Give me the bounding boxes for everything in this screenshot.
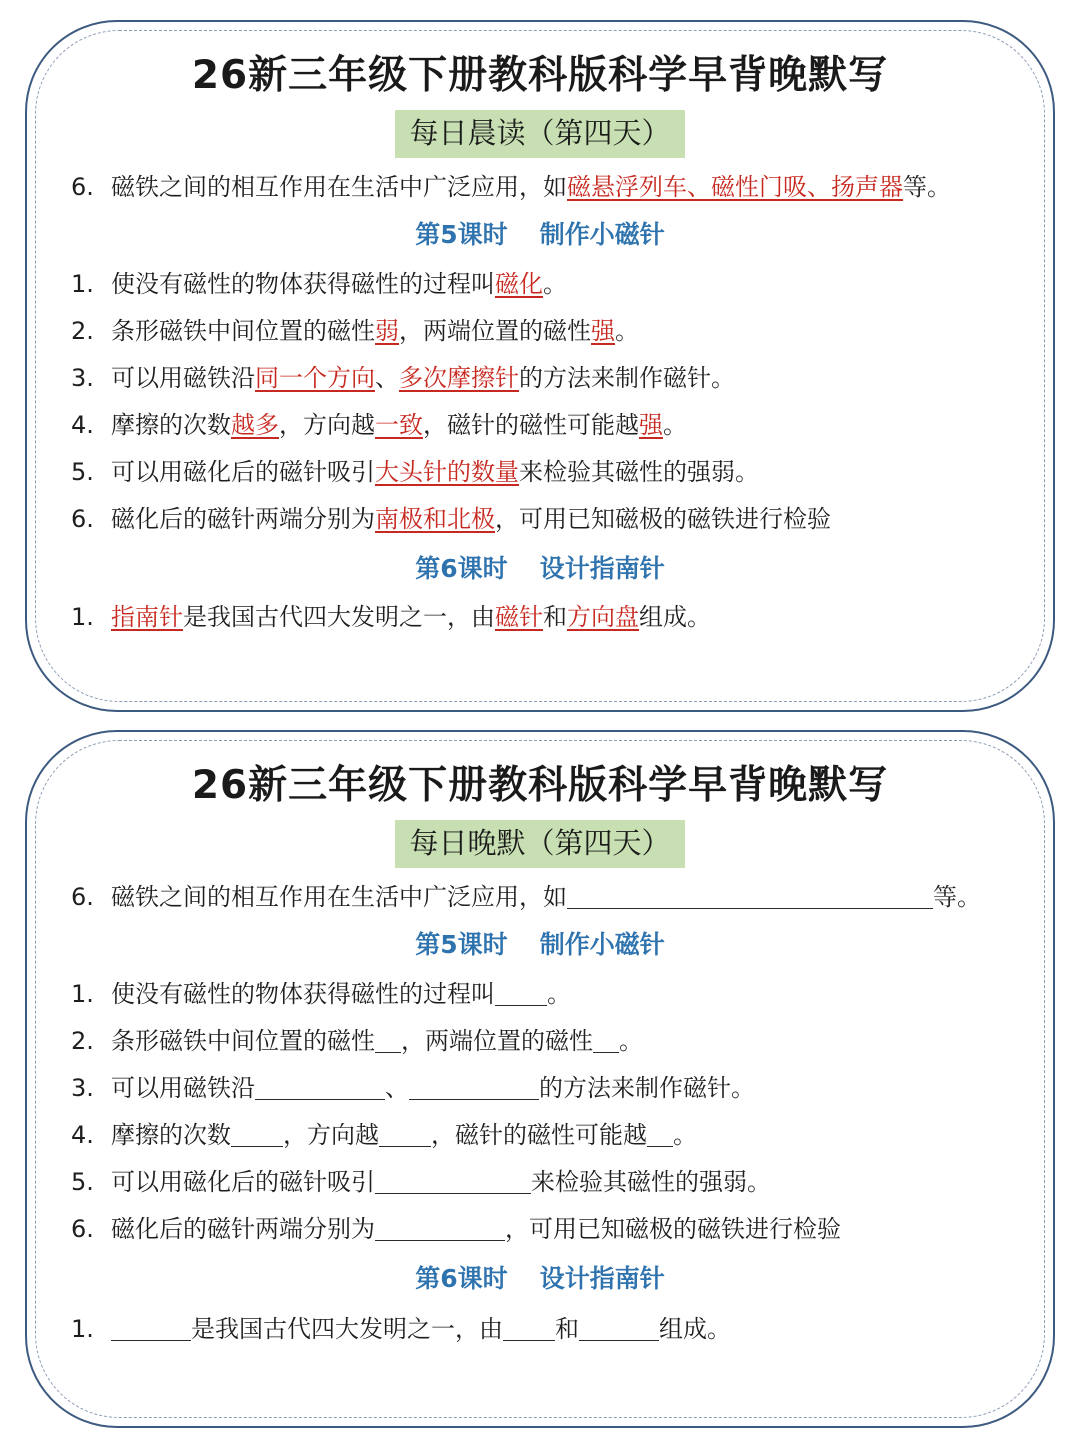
item-text: 组成。 <box>659 1315 731 1343</box>
answer-blank[interactable] <box>503 1314 555 1341</box>
item-number: 2. <box>71 1027 94 1055</box>
answer-text: 多次摩擦针 <box>399 364 519 392</box>
lesson-label: 第5课时 <box>415 930 508 959</box>
lesson5-item-1 <box>71 977 1033 1011</box>
lesson5-item-6 <box>71 1212 1033 1246</box>
item-text: 的方法来制作磁针。 <box>519 364 735 392</box>
item-number: 4. <box>71 411 94 439</box>
item-text: 使没有磁性的物体获得磁性的过程叫 <box>111 270 495 298</box>
lesson-label: 第6课时 <box>415 554 508 583</box>
item-text: 和 <box>555 1315 579 1343</box>
answer-text: 越多 <box>231 411 279 439</box>
card-title: 26新三年级下册教科版科学早背晚默写 <box>191 53 889 98</box>
item-text: 是我国古代四大发明之一，由 <box>191 1315 503 1343</box>
lesson5-item-1 <box>71 267 1033 301</box>
item-text: 组成。 <box>639 603 711 631</box>
item-text: 来检验其磁性的强弱。 <box>531 1168 771 1196</box>
lesson-name: 设计指南针 <box>539 1264 665 1293</box>
item-text: 条形磁铁中间位置的磁性 <box>111 1027 375 1055</box>
lesson5-item-5 <box>71 1165 1033 1199</box>
item-text: 摩擦的次数 <box>111 1121 231 1149</box>
lesson-6-heading <box>27 552 1053 586</box>
lesson5-item-4 <box>71 1118 1033 1152</box>
day-badge: 每日晚默（第四天） <box>395 820 684 868</box>
item-text: 、 <box>375 364 399 392</box>
item-text: 。 <box>619 1027 643 1055</box>
item-text: 和 <box>543 603 567 631</box>
item-text: 。 <box>663 411 687 439</box>
answer-blank[interactable] <box>495 979 547 1006</box>
item-text: 是我国古代四大发明之一，由 <box>183 603 495 631</box>
lesson6-item-1 <box>71 1312 1033 1346</box>
item-text: ，方向越 <box>283 1121 379 1149</box>
item-number: 6. <box>71 1215 94 1243</box>
item-text: ，可用已知磁极的磁铁进行检验 <box>505 1215 841 1243</box>
answer-text: 方向盘 <box>567 603 639 631</box>
item-6 <box>71 880 1033 914</box>
answer-text: 强 <box>591 317 615 345</box>
answer-blank[interactable] <box>567 882 933 909</box>
item-number: 1. <box>71 1315 94 1343</box>
lesson5-item-3 <box>71 361 1033 395</box>
item-6 <box>71 170 1033 204</box>
answer-blank[interactable] <box>375 1214 505 1241</box>
day-badge: 每日晨读（第四天） <box>395 110 684 158</box>
answer-blank[interactable] <box>647 1120 673 1147</box>
lesson-name: 制作小磁针 <box>539 930 665 959</box>
answer-blank[interactable] <box>375 1167 531 1194</box>
answer-blank[interactable] <box>593 1026 619 1053</box>
item-text: 可以用磁化后的磁针吸引 <box>111 458 375 486</box>
lesson5-item-2 <box>71 1024 1033 1058</box>
item-text: ，两端位置的磁性 <box>401 1027 593 1055</box>
item-number: 3. <box>71 364 94 392</box>
item-text: 摩擦的次数 <box>111 411 231 439</box>
morning-reading-card <box>25 20 1055 712</box>
item-text: 使没有磁性的物体获得磁性的过程叫 <box>111 980 495 1008</box>
item-text: ，磁针的磁性可能越 <box>423 411 639 439</box>
item-text: 的方法来制作磁针。 <box>539 1074 755 1102</box>
item-text: 磁铁之间的相互作用在生活中广泛应用，如 <box>111 883 567 911</box>
answer-text: 一致 <box>375 411 423 439</box>
lesson-6-heading <box>27 1262 1053 1296</box>
answer-text: 指南针 <box>111 603 183 631</box>
card-title: 26新三年级下册教科版科学早背晚默写 <box>191 763 889 808</box>
answer-text: 磁悬浮列车、磁性门吸、扬声器 <box>567 173 903 201</box>
item-number: 1. <box>71 603 94 631</box>
item-text: 条形磁铁中间位置的磁性 <box>111 317 375 345</box>
item-text: 。 <box>543 270 567 298</box>
answer-text: 同一个方向 <box>255 364 375 392</box>
item-text: 可以用磁铁沿 <box>111 364 255 392</box>
lesson-5-heading <box>27 928 1053 962</box>
lesson5-item-3 <box>71 1071 1033 1105</box>
item-text: 。 <box>615 317 639 345</box>
item-number: 6. <box>71 883 94 911</box>
item-text: 等。 <box>903 173 951 201</box>
answer-text: 强 <box>639 411 663 439</box>
answer-text: 弱 <box>375 317 399 345</box>
lesson-5-heading <box>27 218 1053 252</box>
item-text: 、 <box>385 1074 409 1102</box>
answer-text: 大头针的数量 <box>375 458 519 486</box>
item-number: 4. <box>71 1121 94 1149</box>
item-text: ，磁针的磁性可能越 <box>431 1121 647 1149</box>
answer-text: 磁针 <box>495 603 543 631</box>
item-number: 1. <box>71 980 94 1008</box>
lesson6-item-1 <box>71 600 1033 634</box>
answer-blank[interactable] <box>255 1073 385 1100</box>
answer-blank[interactable] <box>111 1314 191 1341</box>
item-text: 等。 <box>933 883 981 911</box>
lesson-label: 第5课时 <box>415 220 508 249</box>
lesson-name: 设计指南针 <box>539 554 665 583</box>
item-number: 3. <box>71 1074 94 1102</box>
item-text: 可以用磁化后的磁针吸引 <box>111 1168 375 1196</box>
item-number: 1. <box>71 270 94 298</box>
answer-blank[interactable] <box>409 1073 539 1100</box>
answer-text: 磁化 <box>495 270 543 298</box>
item-text: 磁化后的磁针两端分别为 <box>111 1215 375 1243</box>
answer-text: 南极和北极 <box>375 505 495 533</box>
item-text: 可以用磁铁沿 <box>111 1074 255 1102</box>
item-number: 5. <box>71 458 94 486</box>
answer-blank[interactable] <box>579 1314 659 1341</box>
answer-blank[interactable] <box>231 1120 283 1147</box>
item-text: 来检验其磁性的强弱。 <box>519 458 759 486</box>
evening-dictation-card <box>25 730 1055 1428</box>
item-number: 6. <box>71 505 94 533</box>
item-number: 2. <box>71 317 94 345</box>
item-text: ，方向越 <box>279 411 375 439</box>
answer-blank[interactable] <box>375 1026 401 1053</box>
lesson-name: 制作小磁针 <box>539 220 665 249</box>
item-text: 磁化后的磁针两端分别为 <box>111 505 375 533</box>
lesson-label: 第6课时 <box>415 1264 508 1293</box>
item-text: 。 <box>547 980 571 1008</box>
answer-blank[interactable] <box>379 1120 431 1147</box>
lesson5-item-6 <box>71 502 1033 536</box>
item-number: 5. <box>71 1168 94 1196</box>
item-text: 。 <box>673 1121 697 1149</box>
lesson5-item-2 <box>71 314 1033 348</box>
item-text: ，可用已知磁极的磁铁进行检验 <box>495 505 831 533</box>
item-text: ，两端位置的磁性 <box>399 317 591 345</box>
item-number: 6. <box>71 173 94 201</box>
item-text: 磁铁之间的相互作用在生活中广泛应用，如 <box>111 173 567 201</box>
lesson5-item-5 <box>71 455 1033 489</box>
lesson5-item-4 <box>71 408 1033 442</box>
